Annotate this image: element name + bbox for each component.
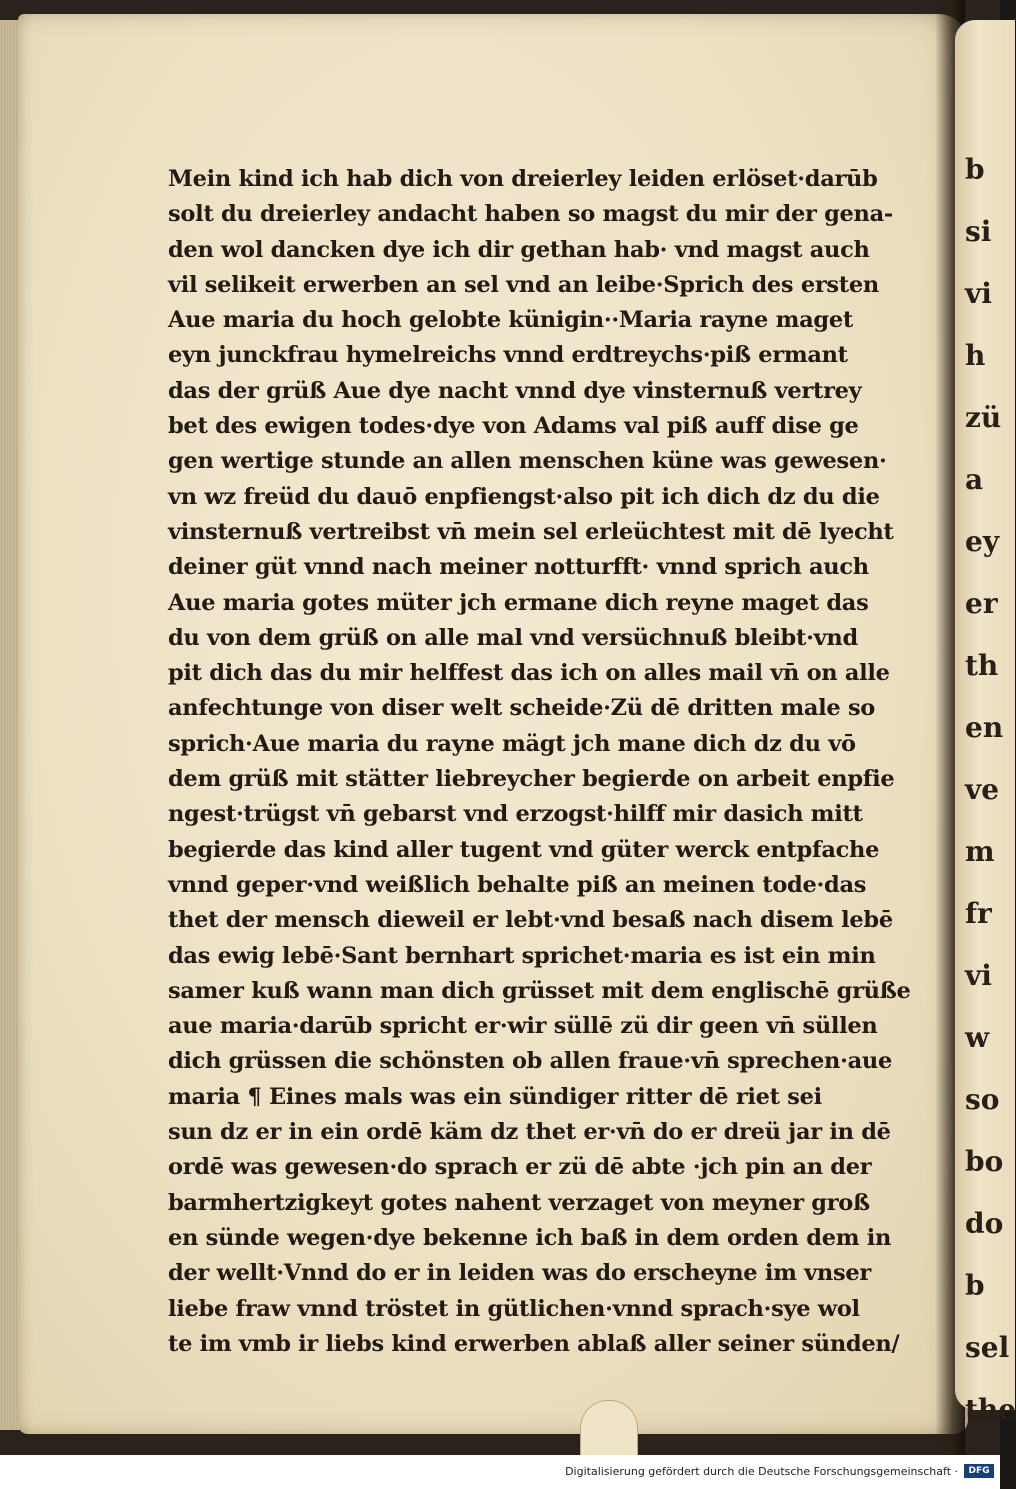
text-line: sun dz er in ein ordē käm dz thet er·vn̄ do er dreü jar in dē: [168, 1119, 891, 1146]
page-text-block: [168, 162, 928, 1362]
facing-text-fragment: the: [965, 1393, 1016, 1426]
text-line: en sünde wegen·dye bekenne ich baß in dem orden dem in: [168, 1224, 892, 1251]
facing-text-fragment: fr: [965, 897, 992, 930]
text-line: vn wz freüd du dauō enpfiengst·also pit ich dich dz du die: [168, 483, 880, 510]
facing-text-fragment: b: [965, 1269, 985, 1302]
facing-text-fragment: w: [965, 1021, 990, 1054]
facing-page-fragment: [955, 20, 1016, 1426]
facing-text-fragment: a: [965, 463, 984, 496]
facing-text-fragment: vi: [965, 959, 992, 992]
text-line: liebe fraw vnnd tröstet in gütlichen·vnnd sprach·sye wol: [168, 1295, 860, 1322]
facing-text-fragment: sel: [965, 1331, 1010, 1364]
text-line: sprich·Aue maria du rayne mägt jch mane dich dz du vō: [168, 730, 856, 757]
facing-text-fragment: bo: [965, 1145, 1004, 1178]
text-line: thet der mensch dieweil er lebt·vnd besaß nach disem lebē: [168, 907, 893, 934]
facing-text-fragment: vi: [965, 277, 992, 310]
text-line: anfechtunge von diser welt scheide·Zü dē dritten male so: [168, 695, 876, 722]
text-line: solt du dreierley andacht haben so magst du mir der gena-: [168, 201, 893, 228]
facing-text-fragment: b: [965, 153, 985, 186]
text-line: eyn junckfrau hymelreichs vnnd erdtreychs·piß ermant: [168, 342, 848, 369]
text-line: barmhertzigkeyt gotes nahent verzaget von meyner groß: [168, 1189, 870, 1216]
facing-text-fragment: er: [965, 587, 998, 620]
facing-text-fragment: en: [965, 711, 1004, 744]
binding-tab: [580, 1400, 638, 1457]
text-line: aue maria·darūb spricht er·wir süllē zü dir geen vn̄ süllen: [168, 1013, 878, 1040]
book-page: [18, 14, 968, 1434]
text-line: dich grüssen die schönsten ob allen fraue·vn̄ sprechen·aue: [168, 1048, 892, 1075]
text-line: te im vmb ir liebs kind erwerben ablaß aller seiner sünden/: [168, 1330, 900, 1357]
facing-text-fragment: ey: [965, 525, 1000, 558]
text-line: dem grüß mit stätter liebreycher begierde on arbeit enpfie: [168, 766, 895, 793]
text-line: Mein kind ich hab dich von dreierley leiden erlöset·darūb: [168, 166, 878, 192]
text-line: das der grüß Aue dye nacht vnnd dye vinsternuß vertrey: [168, 377, 862, 404]
text-line: vnnd geper·vnd weißlich behalte piß an meinen tode·das: [168, 871, 867, 898]
text-line: vil selikeit erwerben an sel vnd an leibe·Sprich des ersten: [168, 271, 879, 298]
text-line: den wol dancken dye ich dir gethan hab· vnd magst auch: [168, 236, 870, 263]
text-line: vinsternuß vertreibst vn̄ mein sel erleüchtest mit dē lyecht: [168, 518, 894, 545]
footer-credit: Digitalisierung gefördert durch die Deutsche Forschungsgemeinschaft ·: [565, 1465, 958, 1478]
facing-text-fragment: zü: [965, 401, 1002, 434]
digitization-footer: [0, 1455, 1000, 1489]
facing-text-fragment: do: [965, 1207, 1004, 1240]
text-line: der wellt·Vnnd do er in leiden was do erscheyne im vnser: [168, 1260, 871, 1287]
dfg-logo: DFG: [964, 1464, 994, 1478]
facing-text-fragment: si: [965, 215, 992, 248]
text-line: ngest·trügst vn̄ gebarst vnd erzogst·hilff mir dasich mitt: [168, 801, 863, 828]
text-line: bet des ewigen todes·dye von Adams val piß auff dise ge: [168, 413, 859, 440]
facing-text-fragment: h: [965, 339, 986, 372]
text-line: Aue maria gotes müter jch ermane dich reyne maget das: [168, 589, 869, 616]
text-line: pit dich das du mir helffest das ich on alles mail vn̄ on alle: [168, 660, 890, 687]
facing-text-fragment: m: [965, 835, 995, 868]
text-line: das ewig lebē·Sant bernhart sprichet·maria es ist ein min: [168, 942, 876, 969]
text-line: Aue maria du hoch gelobte künigin··Maria rayne maget: [168, 307, 853, 334]
text-line: ordē was gewesen·do sprach er zü dē abte ·jch pin an der: [168, 1154, 872, 1181]
text-line: begierde das kind aller tugent vnd güter werck entpfache: [168, 836, 880, 863]
text-line: samer kuß wann man dich grüsset mit dem englischē grüße: [168, 977, 911, 1004]
text-line: du von dem grüß on alle mal vnd versüchnuß bleibt·vnd: [168, 624, 858, 651]
text-line: gen wertige stunde an allen menschen küne was gewesen·: [168, 448, 887, 475]
text-line: maria ¶ Eines mals was ein sündiger ritter dē riet sei: [168, 1083, 822, 1110]
facing-text-fragment: ve: [965, 773, 1000, 806]
text-line: deiner güt vnnd nach meiner notturfft· vnnd sprich auch: [168, 554, 869, 581]
facing-text-fragment: th: [965, 649, 999, 682]
facing-text-fragment: so: [965, 1083, 1000, 1116]
